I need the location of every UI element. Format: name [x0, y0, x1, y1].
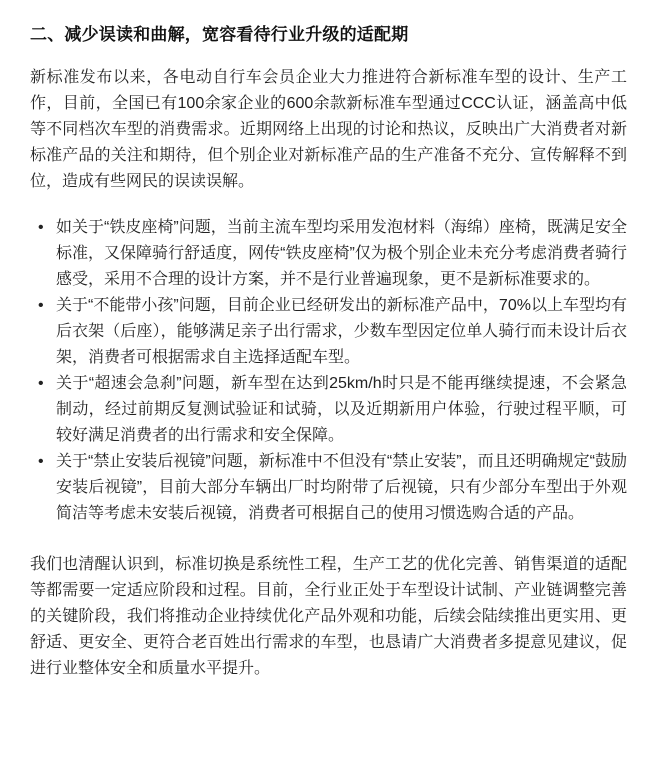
- closing-paragraph: 我们也清醒认识到，标准切换是系统性工程，生产工艺的优化完善、销售渠道的适配等都需要一定适应阶段和过程。目前，全行业正处于车型设计试制、产业链调整完善的关键阶段，我们将推动企业持续优化产品外观和功能，后续会陆续推出更实用、更舒适、更安全、更符合老百姓出行需求的车型，也恳请广大消费者多提意见建议，促进行业整体安全和质量水平提升。: [30, 555, 627, 677]
- bullet-list: [30, 215, 627, 527]
- intro-paragraph: 新标准发布以来，各电动自行车会员企业大力推进符合新标准车型的设计、生产工作，目前，全国已有100余家企业的600余款新标准车型通过CCC认证，涵盖高中低等不同档次车型的消费需求。近期网络上出现的讨论和热议，反映出广大消费者对新标准产品的关注和期待，但个别企业对新标准产品的生产准备不充分、宣传解释不到位，造成有些网民的误读误解。: [30, 68, 627, 190]
- bullet-text-rearview-mirror: 关于“禁止安装后视镜”问题，新标准中不但没有“禁止安装”，而且还明确规定“鼓励安装后视镜”，目前大部分车辆出厂时均附带了后视镜，只有少部分车型出于外观简洁等考虑未安装后视镜，消费者可根据自己的使用习惯选购合适的产品。: [56, 452, 627, 522]
- list-item: [30, 449, 627, 527]
- list-item: [30, 293, 627, 371]
- bullet-icon: •: [38, 296, 44, 314]
- list-item: [30, 215, 627, 293]
- list-item: [30, 371, 627, 449]
- bullet-icon: •: [38, 218, 44, 236]
- bullet-text-speed-brake: 关于“超速会急刹”问题，新车型在达到25km/h时只是不能再继续提速，不会紧急制动，经过前期反复测试验证和试骑，以及近期新用户体验，行驶过程平顺，可较好满足消费者的出行需求和安全保障。: [56, 374, 627, 444]
- section-heading: 二、减少误读和曲解，宽容看待行业升级的适配期: [30, 25, 409, 44]
- bullet-icon: •: [38, 374, 44, 392]
- bullet-text-carry-child: 关于“不能带小孩”问题，目前企业已经研发出的新标准产品中，70%以上车型均有后衣架（后座），能够满足亲子出行需求，少数车型因定位单人骑行而未设计后衣架，消费者可根据需求自主选择适配车型。: [56, 296, 627, 366]
- bullet-text-iron-seat: 如关于“铁皮座椅”问题，当前主流车型均采用发泡材料（海绵）座椅，既满足安全标准，又保障骑行舒适度，网传“铁皮座椅”仅为极个别企业未充分考虑消费者骑行感受，采用不合理的设计方案，并不是行业普遍现象，更不是新标准要求的。: [56, 218, 627, 288]
- bullet-icon: •: [38, 452, 44, 470]
